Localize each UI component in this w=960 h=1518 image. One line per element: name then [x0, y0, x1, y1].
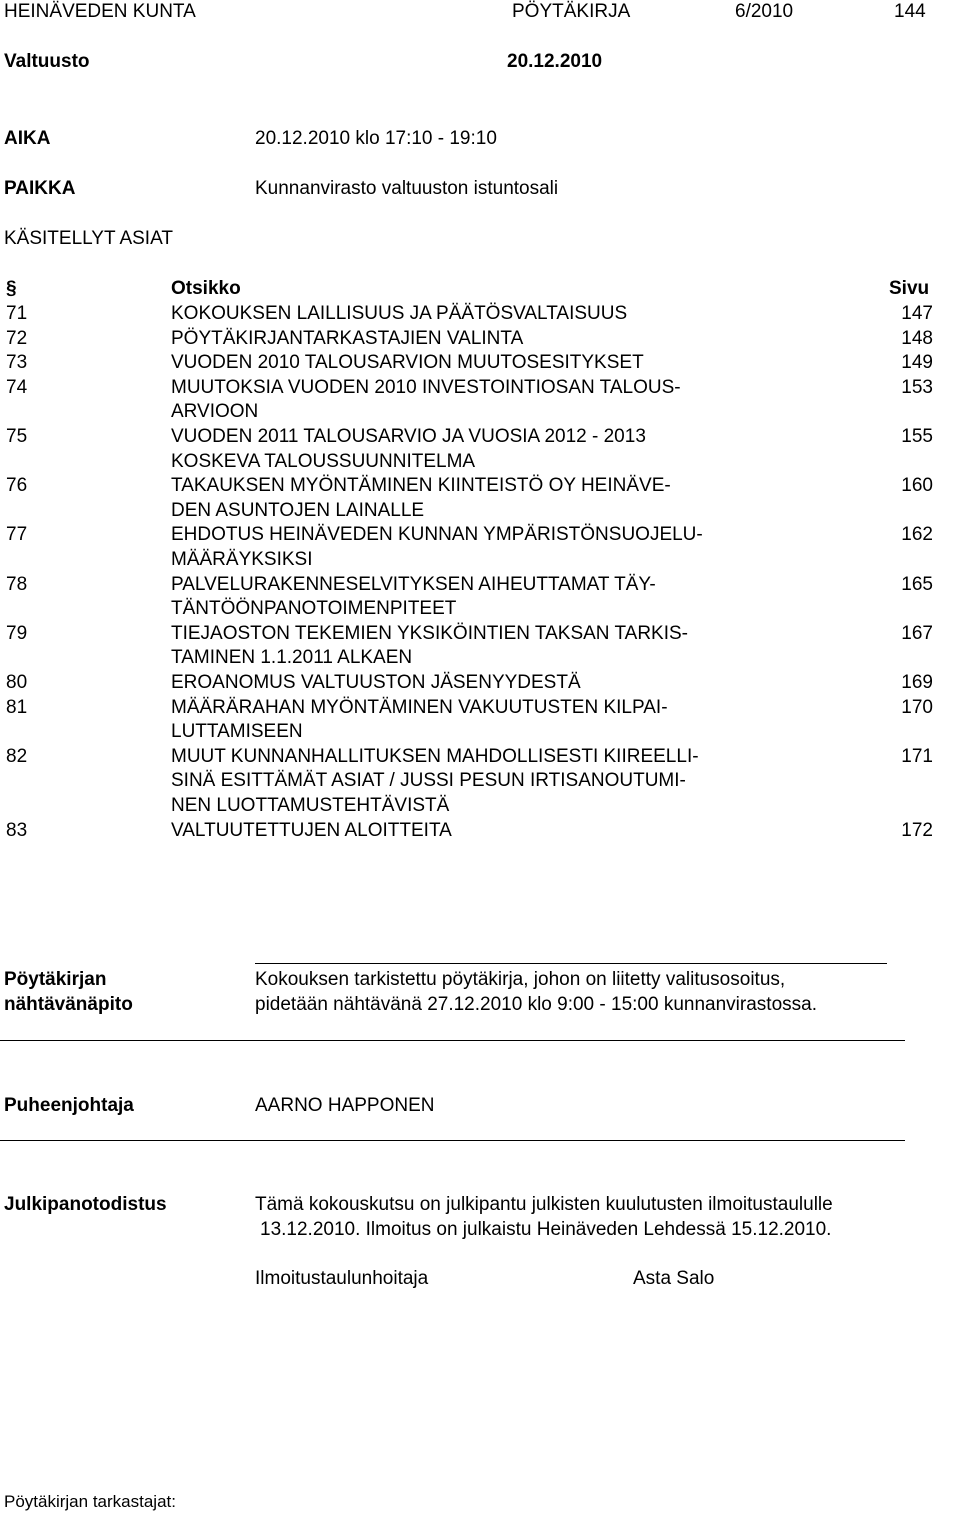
time-label: AIKA: [4, 128, 51, 149]
agenda-item-number: 81: [6, 696, 28, 718]
divider-line: [255, 963, 887, 964]
agenda-item-page: 169: [901, 672, 933, 693]
document-type: PÖYTÄKIRJA: [512, 1, 631, 22]
agenda-item-page: 149: [901, 352, 933, 374]
divider-line: [0, 1040, 905, 1041]
agenda-item-title-line: KOSKEVA TALOUSSUUNNITELMA: [171, 450, 476, 472]
agenda-item-page: 172: [901, 819, 933, 841]
agenda-item-page: 160: [901, 475, 933, 497]
agenda-item-title-line: ARVIOON: [171, 401, 259, 423]
agenda-item-title-line: PÖYTÄKIRJANTARKASTAJIEN VALINTA: [171, 327, 524, 349]
agenda-item-title: [171, 327, 791, 352]
agenda-item-title-line: KOKOUKSEN LAILLISUUS JA PÄÄTÖSVALTAISUUS: [171, 303, 628, 324]
issue-number: 6/2010: [735, 1, 794, 22]
agenda-item-page: 167: [901, 622, 933, 644]
agenda-item-page: 153: [901, 376, 933, 398]
notice-label: Julkipanotodistus: [4, 1194, 167, 1215]
place-label: PAIKKA: [4, 178, 76, 199]
agenda-item-number: 74: [6, 376, 28, 398]
agenda-item-title-line: VALTUUTETTUJEN ALOITTEITA: [171, 819, 452, 841]
agenda-item-title-line: TIEJAOSTON TEKEMIEN YKSIKÖINTIEN TAKSAN TARKIS-: [171, 622, 688, 644]
agenda-item-title-line: SINÄ ESITTÄMÄT ASIAT / JUSSI PESUN IRTISANOUTUMI-: [171, 770, 686, 792]
agenda-item-page: 147: [901, 303, 933, 324]
agenda-item-number: 79: [6, 622, 28, 644]
divider-line: [0, 1140, 905, 1141]
place-value: Kunnanvirasto valtuuston istuntosali: [255, 178, 559, 199]
agenda-item-page: 171: [901, 745, 933, 767]
body-name: Valtuusto: [4, 51, 90, 72]
agenda-item-page: 165: [901, 573, 933, 595]
notice-text-2: 13.12.2010. Ilmoitus on julkaistu Heinäveden Lehdessä 15.12.2010.: [260, 1219, 832, 1240]
chair-label: Puheenjohtaja: [4, 1095, 134, 1116]
notice-person: Asta Salo: [633, 1268, 715, 1289]
agenda-item-title: [171, 696, 791, 745]
agenda-item-number: 78: [6, 573, 28, 595]
agenda-item-page: 155: [901, 426, 933, 447]
municipality-name: HEINÄVEDEN KUNTA: [4, 1, 196, 22]
agenda-item-title-line: NEN LUOTTAMUSTEHTÄVISTÄ: [171, 794, 450, 816]
inspection-text-2: pidetään nähtävänä 27.12.2010 klo 9:00 - 15:00 kunnanvirastossa.: [255, 994, 817, 1015]
agenda-item-title: [171, 302, 791, 327]
agenda-item-title: [171, 819, 791, 844]
agenda-item-number: 72: [6, 327, 28, 349]
inspection-text-1: Kokouksen tarkistettu pöytäkirja, johon on liitetty valitusosoitus,: [255, 969, 786, 990]
inspection-label-1: Pöytäkirjan: [4, 969, 107, 990]
chair-name: AARNO HAPPONEN: [255, 1095, 435, 1116]
column-page-header: Sivu: [889, 278, 930, 299]
agenda-item-title: [171, 351, 791, 376]
meeting-date: 20.12.2010: [507, 51, 603, 72]
agenda-item-number: 73: [6, 352, 28, 374]
agenda-item-title-line: VUODEN 2011 TALOUSARVIO JA VUOSIA 2012 - 2013: [171, 426, 646, 447]
notice-text-1: Tämä kokouskutsu on julkipantu julkisten kuulutusten ilmoitustaululle: [255, 1194, 833, 1215]
agenda-item-number: 83: [6, 819, 28, 841]
agenda-item-title-line: TAMINEN 1.1.2011 ALKAEN: [171, 647, 413, 669]
agenda-item-title-line: MUUT KUNNANHALLITUKSEN MAHDOLLISESTI KIIREELLI-: [171, 745, 699, 767]
agenda-item-number: 82: [6, 745, 28, 767]
agenda-item-title-line: EHDOTUS HEINÄVEDEN KUNNAN YMPÄRISTÖNSUOJELU-: [171, 524, 703, 546]
page-number: 144: [894, 1, 926, 22]
agenda-item-number: 77: [6, 524, 28, 546]
agenda-item-title: [171, 622, 791, 671]
agenda-item-title-line: TAKAUKSEN MYÖNTÄMINEN KIINTEISTÖ OY HEINÄVE-: [171, 475, 671, 497]
agenda-item-title-line: PALVELURAKENNESELVITYKSEN AIHEUTTAMAT TÄY-: [171, 573, 656, 595]
agenda-item-title-line: DEN ASUNTOJEN LAINALLE: [171, 499, 425, 521]
agenda-item-page: 170: [901, 696, 933, 718]
agenda-item-title-line: LUTTAMISEEN: [171, 721, 303, 743]
inspectors-label: Pöytäkirjan tarkastajat:: [4, 1492, 176, 1511]
agenda-item-title: [171, 425, 791, 474]
agenda-item-number: 80: [6, 672, 28, 693]
agenda-item-title: [171, 376, 791, 425]
agenda-item-page: 162: [901, 524, 933, 546]
agenda-item-title-line: MUUTOKSIA VUODEN 2010 INVESTOINTIOSAN TALOUS-: [171, 376, 681, 398]
agenda-item-title: [171, 573, 791, 622]
agenda-item-title: [171, 671, 791, 696]
agenda-item-number: 76: [6, 475, 28, 497]
notice-role: Ilmoitustaulunhoitaja: [255, 1268, 429, 1289]
column-title-header: Otsikko: [171, 278, 241, 299]
agenda-heading: KÄSITELLYT ASIAT: [4, 228, 173, 249]
agenda-item-title: [171, 474, 791, 523]
agenda-item-title: [171, 523, 791, 572]
section-mark: §: [6, 278, 17, 299]
agenda-item-title-line: EROANOMUS VALTUUSTON JÄSENYYDESTÄ: [171, 672, 581, 693]
agenda-item-title-line: MÄÄRÄRAHAN MYÖNTÄMINEN VAKUUTUSTEN KILPAI-: [171, 696, 668, 718]
agenda-item-title-line: VUODEN 2010 TALOUSARVION MUUTOSESITYKSET: [171, 352, 644, 374]
agenda-item-page: 148: [901, 327, 933, 349]
agenda-item-number: 71: [6, 303, 28, 324]
agenda-item-number: 75: [6, 426, 28, 447]
time-value: 20.12.2010 klo 17:10 - 19:10: [255, 128, 497, 149]
agenda-item-title: [171, 745, 791, 819]
inspection-label-2: nähtävänäpito: [4, 994, 133, 1015]
agenda-item-title-line: TÄNTÖÖNPANOTOIMENPITEET: [171, 598, 457, 620]
agenda-item-title-line: MÄÄRÄYKSIKSI: [171, 548, 313, 570]
